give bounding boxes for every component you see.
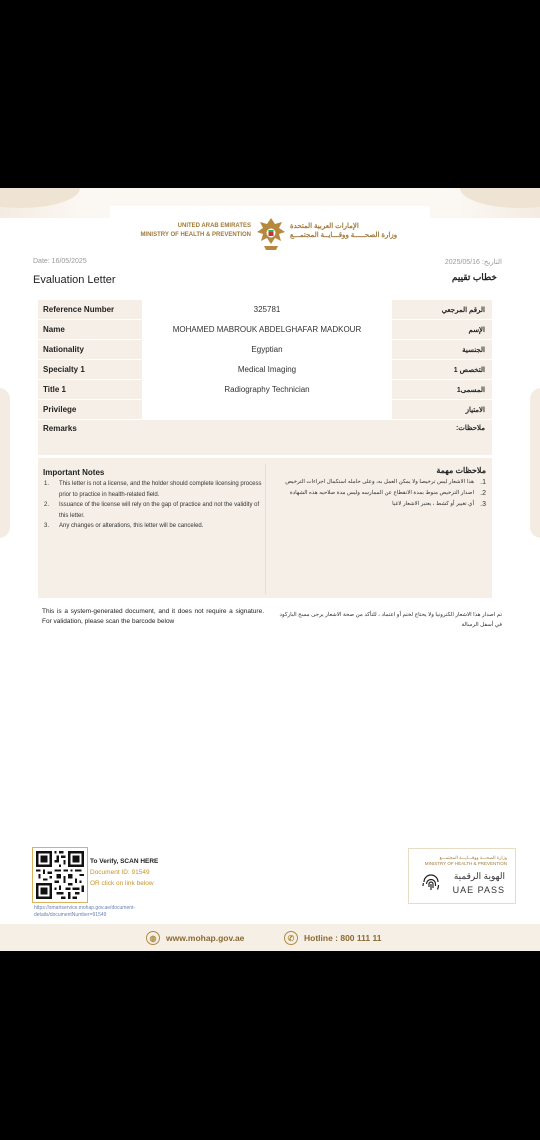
row-value: 325781: [142, 300, 392, 319]
verify-info: [90, 856, 158, 889]
row-label: Specialty 1: [43, 365, 85, 374]
ministry-name-en: [123, 222, 251, 240]
uaepass-label-ar: الهوية الرقمية: [453, 871, 505, 881]
remarks-value: [142, 424, 392, 443]
row-value: MOHAMED MABROUK ABDELGHAFAR MADKOUR: [142, 320, 392, 339]
date-ar: التاريخ: 2025/05/16: [444, 259, 502, 266]
note-number: 3.: [44, 523, 50, 529]
table-row-reference: [38, 300, 492, 320]
row-value: Egyptian: [142, 340, 392, 359]
document-id: Document ID: 91549: [90, 869, 150, 876]
row-label-ar: الرقم المرجعي: [441, 306, 485, 314]
notes-title-en: Important Notes: [43, 468, 105, 477]
row-value: [142, 400, 392, 419]
globe-icon: ◍: [146, 931, 160, 945]
note-item-ar: [264, 488, 486, 499]
row-label: Reference Number: [43, 305, 115, 314]
phone-icon: ✆: [284, 931, 298, 945]
emblem-icon: [254, 214, 288, 254]
note-text-ar: اصدار الترخيص منوط بمدة الانقطاع عن الممارسه وليس مدة صلاحيه هذه الشهادة: [289, 490, 474, 496]
date-en: Date: 16/05/2025: [33, 258, 87, 265]
verify-scan-text: To Verify, SCAN HERE: [90, 858, 159, 865]
uaepass-ministry-en: MINISTRY OF HEALTH & PREVENTION: [424, 861, 507, 866]
footer: [0, 924, 540, 951]
row-value: Medical Imaging: [142, 360, 392, 379]
note-number: 3.: [480, 501, 486, 508]
row-label-ar: التخصص 1: [453, 366, 485, 374]
side-decoration-left: [0, 388, 10, 538]
row-label: Title 1: [43, 385, 66, 394]
note-number: 1.: [480, 479, 486, 486]
uaepass-ministry: [425, 855, 507, 867]
important-notes: [38, 458, 492, 598]
remarks-label-ar: ملاحظات:: [455, 425, 485, 432]
note-item: [43, 479, 265, 500]
ministry-ar: وزارة الصحـــــة ووقـــايــة المجتمـــع: [290, 232, 398, 239]
remarks-label: Remarks: [43, 424, 77, 433]
info-table: [38, 300, 492, 456]
note-text: Issuance of the license will rely on the gap of practice and not the validity of this letter.: [59, 502, 260, 519]
ministry-en: MINISTRY OF HEALTH & PREVENTION: [140, 232, 251, 238]
note-item: [43, 521, 265, 532]
fingerprint-icon: [420, 871, 442, 893]
table-row-nationality: [38, 340, 492, 360]
note-item: [43, 500, 265, 521]
notes-en: [43, 468, 265, 532]
footer-hotline[interactable]: [284, 931, 382, 945]
ministry-name-ar: [290, 222, 412, 240]
table-row-privilege: [38, 400, 492, 420]
table-row-remarks: [38, 420, 492, 456]
note-text-ar: هذا الاشعار ليس ترخيصا ولا يمكن العمل به، وعلى حامله استكمال اجراءات الترخيص: [285, 479, 474, 485]
uae-pass-badge: [408, 848, 516, 904]
note-item-ar: [264, 499, 486, 510]
page-title: Evaluation Letter: [33, 274, 116, 286]
row-label: Nationality: [43, 345, 84, 354]
row-label: Name: [43, 325, 65, 334]
country-ar: الإمارات العربية المتحدة: [290, 223, 359, 230]
table-row-title: [38, 380, 492, 400]
note-text-ar: أي تغيير أو كشط ، يعتبر الاشعار لاغيا: [392, 501, 474, 507]
row-label-ar: الإسم: [468, 326, 485, 334]
qr-code-icon: [36, 851, 84, 899]
table-row-name: [38, 320, 492, 340]
notes-title-ar: ملاحظات مهمة: [436, 466, 486, 475]
website-text: www.mohap.gov.ae: [166, 933, 245, 943]
system-note-en: This is a system-generated document, and it does not require a signature. For validation, please scan the barcode below: [42, 608, 264, 625]
row-label-ar: الامتياز: [465, 406, 485, 414]
page-title-ar: خطاب تقييم: [451, 272, 497, 282]
note-number: 2.: [44, 502, 50, 508]
note-item-ar: [264, 477, 486, 488]
footer-website[interactable]: [146, 931, 244, 945]
verify-link-text: OR click on link below: [90, 880, 154, 887]
country-en: UNITED ARAB EMIRATES: [177, 223, 251, 229]
hotline-text: Hotline : 800 111 11: [304, 933, 382, 943]
row-label-ar: المسمى1: [456, 386, 485, 394]
qr-code[interactable]: [32, 847, 88, 903]
side-decoration-right: [530, 388, 540, 538]
verification-link[interactable]: https://smartservice.mohap.gov.ae/document-details/documentNumber=91549: [34, 905, 136, 918]
uaepass-label-en: UAE PASS: [452, 885, 505, 895]
note-number: 1.: [44, 481, 50, 487]
note-text: Any changes or alterations, this letter will be canceled.: [59, 523, 204, 529]
notes-ar: [264, 466, 486, 510]
uaepass-ministry-ar: وزارة الصحـــة ووقـــايـــة المجتمـــع: [439, 855, 507, 860]
note-number: 2.: [480, 490, 486, 497]
table-row-specialty: [38, 360, 492, 380]
note-text: This letter is not a license, and the holder should complete licensing process prior to practice in health-related field.: [59, 481, 262, 498]
row-label-ar: الجنسية: [462, 346, 485, 354]
system-note-ar: تم اصدار هذا الاشعار الكترونيا ولا يحتاج لختم أو اعتماد ، للتأكد من صحة الاشعار يرجى مسح الباركود في أسفل الرسالة: [279, 612, 502, 628]
row-value: Radiography Technician: [142, 380, 392, 399]
row-label: Privilege: [43, 405, 77, 414]
evaluation-letter-document: [0, 188, 540, 951]
